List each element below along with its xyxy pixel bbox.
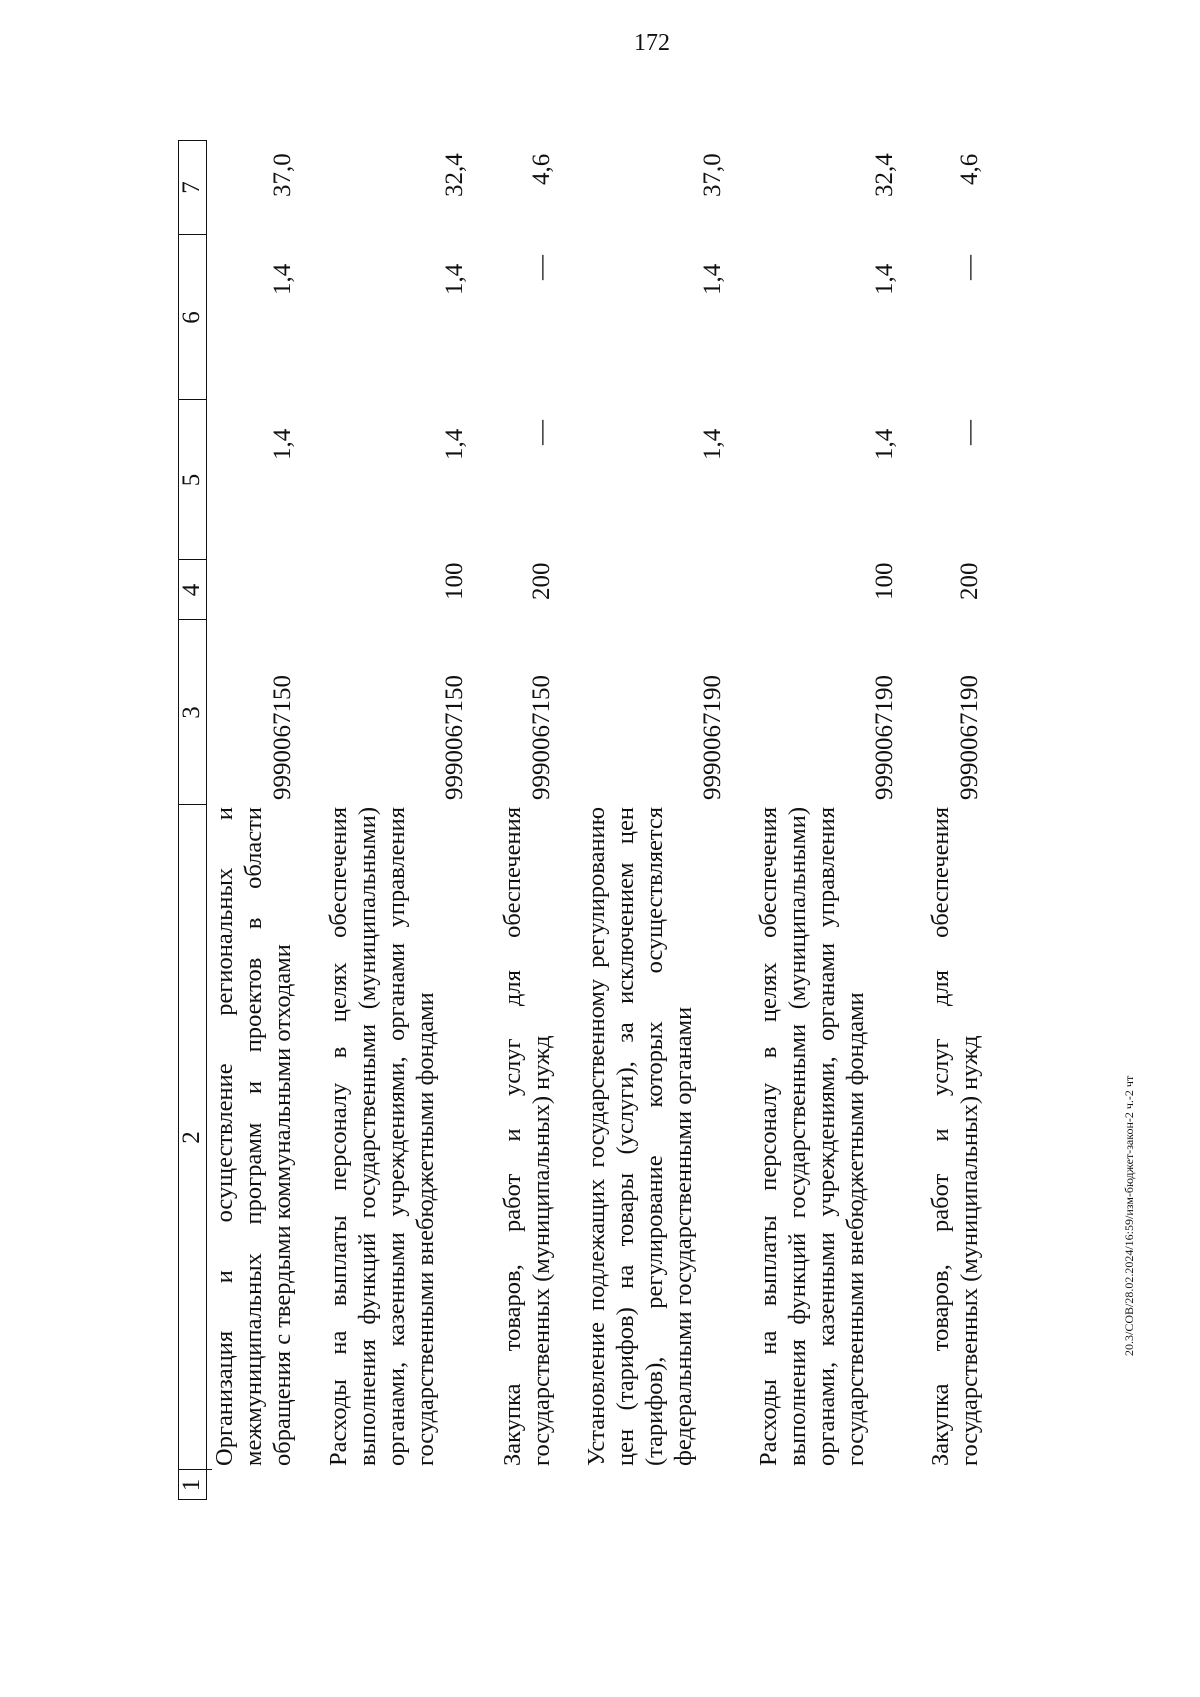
- header-col-5: 5: [178, 473, 205, 487]
- row-code: 9990067150: [528, 675, 555, 800]
- row-col5: 1,4: [269, 428, 296, 460]
- header-col-3: 3: [178, 706, 205, 719]
- row-col6: 1,4: [699, 263, 726, 295]
- row-col6: 1,4: [871, 263, 898, 295]
- row-col7: 37,0: [699, 153, 726, 197]
- row-col5: —: [528, 420, 555, 445]
- row-col5: —: [956, 420, 983, 445]
- row-type: 200: [956, 562, 983, 600]
- row-type: 100: [871, 562, 898, 600]
- row-code: 9990067190: [956, 675, 983, 800]
- rotated-table: [178, 140, 1038, 1500]
- row-col5: 1,4: [441, 428, 468, 460]
- footer-stamp: 20.3/СОВ/28.02.2024/16:59/изм-бюджет-закон-2 ч.-2 чт: [1122, 1075, 1136, 1356]
- row-code: 9990067190: [699, 675, 726, 800]
- header-col-6: 6: [178, 311, 205, 324]
- header-col-4: 4: [178, 583, 205, 597]
- row-name: Расходы на выплаты персоналу в целях обеспечения выполнения функций государственными (муниципальными) органами, казенными учреждениями, органами управления государственными внебюджетными фондами: [325, 807, 439, 1466]
- row-type: 200: [528, 562, 555, 600]
- page-number: 172: [634, 30, 670, 56]
- row-name: Закупка товаров, работ и услуг для обеспечения государственных (муниципальных) нужд: [499, 807, 555, 1466]
- row-col6: 1,4: [269, 263, 296, 295]
- row-col5: 1,4: [699, 428, 726, 460]
- row-col7: 4,6: [528, 153, 555, 185]
- row-col7: 37,0: [269, 153, 296, 197]
- header-col-7: 7: [178, 181, 205, 194]
- row-col7: 32,4: [871, 153, 898, 197]
- row-col5: 1,4: [871, 428, 898, 460]
- header-col-2: 2: [178, 1131, 205, 1144]
- header-col-1: 1: [178, 1478, 205, 1492]
- row-col6: —: [956, 255, 983, 280]
- row-name: Организация и осуществление региональных и межмуниципальных программ и проектов в области обращения с твердыми коммунальными отходами: [211, 807, 296, 1466]
- row-name: Установление подлежащих государственному регулированию цен (тарифов) на товары (услуги), за исключением цен (тарифов), регулирование которых осуществляется федеральными государственными органами: [583, 807, 697, 1466]
- row-code: 9990067150: [441, 675, 468, 800]
- row-type: 100: [441, 562, 468, 600]
- row-code: 9990067150: [269, 675, 296, 800]
- row-col6: 1,4: [441, 263, 468, 295]
- row-col7: 4,6: [956, 153, 983, 185]
- row-code: 9990067190: [871, 675, 898, 800]
- row-col6: —: [528, 255, 555, 280]
- row-name: Расходы на выплаты персоналу в целях обеспечения выполнения функций государственными (муниципальными) органами, казенными учреждениями, органами управления государственными внебюджетными фондами: [755, 807, 869, 1466]
- row-col7: 32,4: [441, 153, 468, 197]
- row-name: Закупка товаров, работ и услуг для обеспечения государственных (муниципальных) нужд: [927, 807, 983, 1466]
